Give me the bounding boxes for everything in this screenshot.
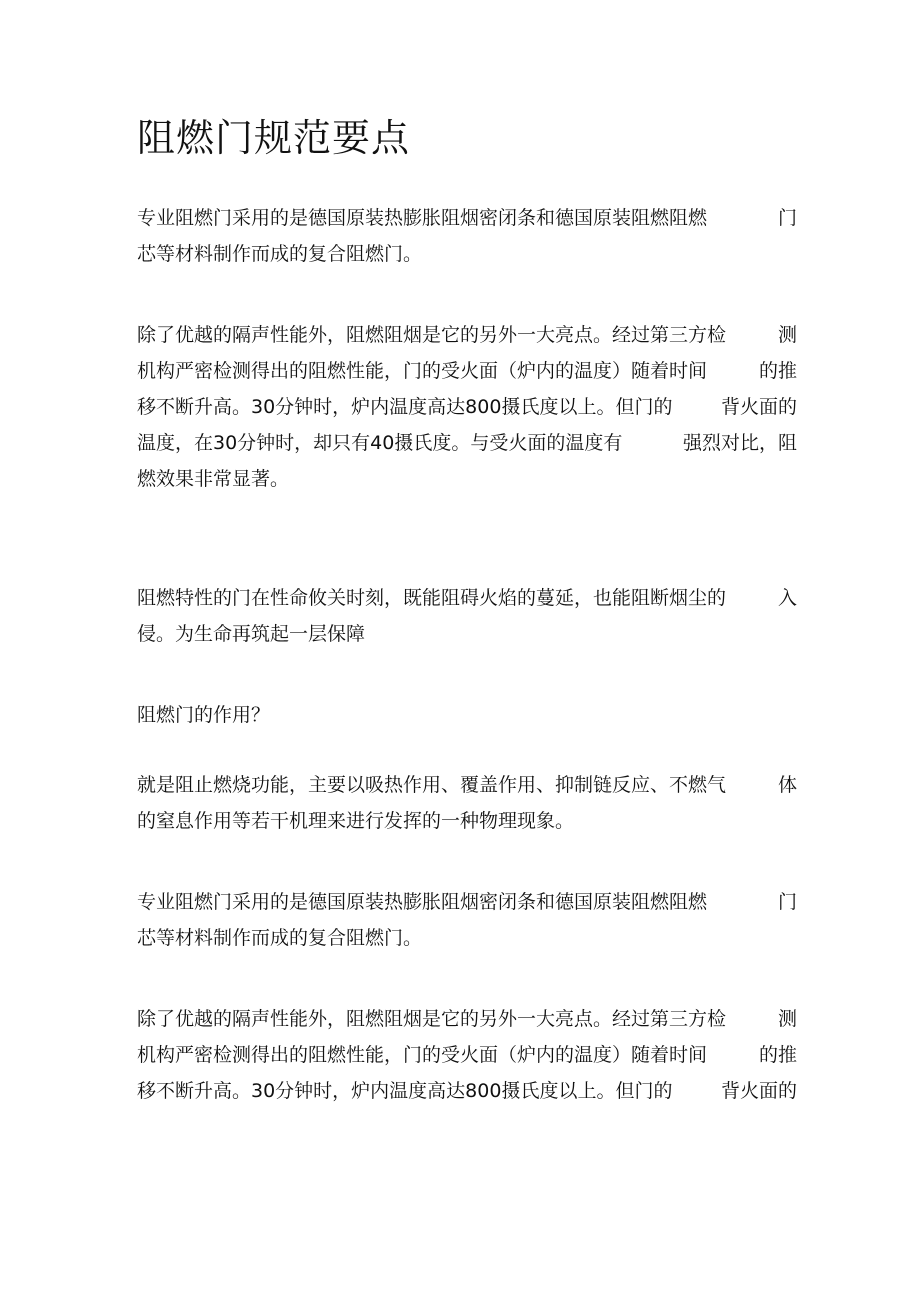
text-line-end: 背火面的	[720, 1080, 797, 1102]
text-line-end: 入	[777, 587, 797, 609]
text-line-end: 测	[777, 1008, 797, 1030]
text-line	[137, 767, 797, 803]
text-line	[137, 884, 797, 920]
text-line	[137, 1001, 797, 1037]
text-line-main: 除了优越的隔声性能外，阻燃阻烟是它的另外一大亮点。经过第三方检	[137, 1008, 727, 1030]
text-line-main: 温度，在30分钟时，却只有40摄氏度。与受火面的温度有	[137, 432, 623, 454]
text-line: 芯等材料制作而成的复合阻燃门。	[137, 927, 423, 949]
text-line: 侵。为生命再筑起一层保障	[137, 623, 366, 645]
text-line-main: 移不断升高。30分钟时，炉内温度高达800摄氏度以上。但门的	[137, 396, 673, 418]
text-line-end: 体	[777, 774, 797, 796]
paragraph	[137, 767, 797, 839]
text-line	[137, 580, 797, 616]
paragraph	[137, 580, 797, 652]
text-line-main: 机构严密检测得出的阻燃性能，门的受火面（炉内的温度）随着时间	[137, 1044, 708, 1066]
text-line-main: 阻燃特性的门在性命攸关时刻，既能阻碍火焰的蔓延，也能阻断烟尘的	[137, 587, 727, 609]
text-line: 阻燃门的作用？	[137, 704, 271, 726]
text-line-end: 背火面的	[720, 396, 797, 418]
text-line-end: 的推	[758, 360, 797, 382]
text-line-end: 测	[777, 324, 797, 346]
paragraph	[137, 697, 797, 733]
text-line-end: 门	[777, 207, 797, 229]
paragraph	[137, 200, 797, 272]
text-line	[137, 1073, 797, 1109]
text-line-end: 的推	[758, 1044, 797, 1066]
text-line-main: 专业阻燃门采用的是德国原装热膨胀阻烟密闭条和德国原装阻燃阻燃	[137, 207, 708, 229]
text-line: 的窒息作用等若干机理来进行发挥的一种物理现象。	[137, 810, 575, 832]
text-line-end: 强烈对比，阻	[682, 432, 797, 454]
text-line-main: 就是阻止燃烧功能，主要以吸热作用、覆盖作用、抑制链反应、不燃气	[137, 774, 727, 796]
paragraph	[137, 1001, 797, 1109]
text-line	[137, 389, 797, 425]
text-line: 燃效果非常显著。	[137, 468, 290, 490]
text-line-main: 除了优越的隔声性能外，阻燃阻烟是它的另外一大亮点。经过第三方检	[137, 324, 727, 346]
text-line	[137, 200, 797, 236]
text-line	[137, 317, 797, 353]
text-line-main: 机构严密检测得出的阻燃性能，门的受火面（炉内的温度）随着时间	[137, 360, 708, 382]
text-line	[137, 353, 797, 389]
text-line-end: 门	[777, 891, 797, 913]
text-line	[137, 1037, 797, 1073]
paragraph	[137, 884, 797, 956]
document-title: 阻燃门规范要点	[137, 116, 411, 160]
text-line-main: 专业阻燃门采用的是德国原装热膨胀阻烟密闭条和德国原装阻燃阻燃	[137, 891, 708, 913]
paragraph	[137, 317, 797, 497]
text-line	[137, 425, 797, 461]
text-line: 芯等材料制作而成的复合阻燃门。	[137, 243, 423, 265]
text-line-main: 移不断升高。30分钟时，炉内温度高达800摄氏度以上。但门的	[137, 1080, 673, 1102]
